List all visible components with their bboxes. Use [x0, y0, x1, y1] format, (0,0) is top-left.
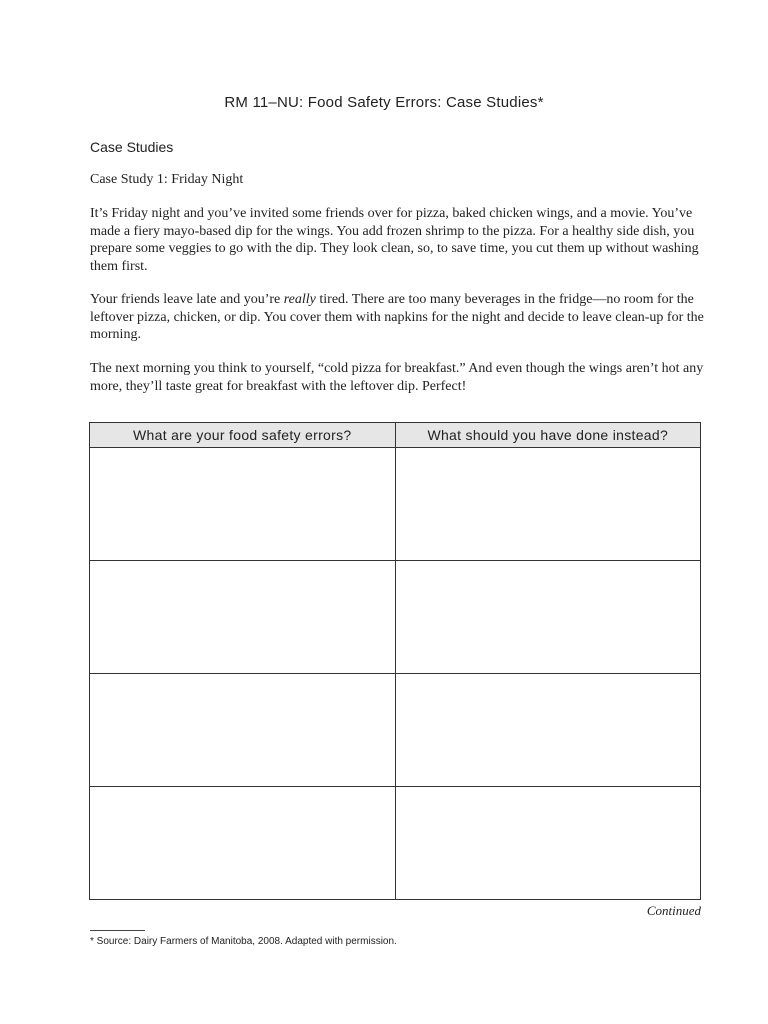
table-row: [90, 448, 701, 561]
answer-cell-errors[interactable]: [90, 787, 396, 900]
table-row: [90, 787, 701, 900]
footnote-divider: [90, 930, 145, 931]
case-paragraph-1: It’s Friday night and you’ve invited some friends over for pizza, baked chicken wings, and a movie. You’ve made a fiery mayo-based dip for the wings. You add frozen shrimp to the pizza. For a healthy side dish, you prepare some veggies to go with the dip. They look clean, so, to save time, you cut them up without washing them first.: [90, 206, 699, 274]
table-row: [90, 561, 701, 674]
answer-cell-errors[interactable]: [90, 674, 396, 787]
answer-cell-instead[interactable]: [395, 674, 701, 787]
table-header-row: [90, 423, 701, 448]
section-heading: Case Studies: [90, 139, 174, 155]
continued-label: Continued: [646, 903, 701, 918]
worksheet-table: [89, 422, 701, 900]
answer-cell-instead[interactable]: [395, 561, 701, 674]
answer-cell-instead[interactable]: [395, 787, 701, 900]
column-header-errors: What are your food safety errors?: [90, 423, 396, 448]
case-study-heading: Case Study 1: Friday Night: [90, 172, 244, 187]
answer-cell-errors[interactable]: [90, 448, 396, 561]
footnote: * Source: Dairy Farmers of Manitoba, 2008. Adapted with permission.: [90, 936, 397, 947]
table-row: [90, 674, 701, 787]
case-paragraph-2: [90, 291, 704, 344]
page-title: RM 11–NU: Food Safety Errors: Case Studies*: [224, 94, 544, 111]
answer-cell-errors[interactable]: [90, 561, 396, 674]
paragraph-2-text-start: Your friends leave late and you’re: [90, 292, 284, 307]
paragraph-2-emphasis: really: [283, 292, 316, 307]
case-paragraph-3: The next morning you think to yourself, “cold pizza for breakfast.” And even though the wings aren’t hot any more, they’ll taste great for breakfast with the leftover dip. Perfect!: [90, 361, 704, 394]
column-header-instead: What should you have done instead?: [395, 423, 701, 448]
paragraph-2-text-end: tired. There are too many beverages in the fridge—no room for the leftover pizza, chicken, or dip. You cover them with napkins for the night and decide to leave clean-up for the morning.: [90, 292, 704, 342]
answer-cell-instead[interactable]: [395, 448, 701, 561]
